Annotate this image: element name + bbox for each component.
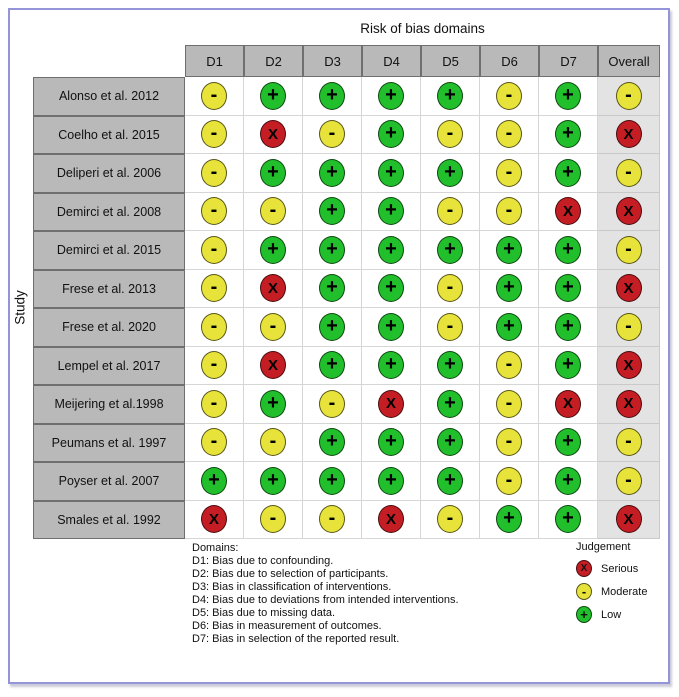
judgement-cell bbox=[185, 77, 244, 116]
judgement-cell bbox=[362, 193, 421, 232]
judgement-cell bbox=[421, 308, 480, 347]
column-header-d2: D2 bbox=[244, 45, 303, 77]
judgement-circle-serious: X bbox=[555, 390, 581, 418]
judgement-circle-serious: X bbox=[378, 505, 404, 533]
judgement-circle-low: + bbox=[555, 351, 581, 379]
judgement-circle-moderate: - bbox=[437, 197, 463, 225]
judgement-circle-low: + bbox=[378, 313, 404, 341]
judgement-circle-moderate: - bbox=[616, 467, 642, 495]
judgement-cell bbox=[480, 116, 539, 155]
judgement-circle-moderate: - bbox=[201, 390, 227, 418]
domain-definition: D7: Bias in selection of the reported result. bbox=[192, 633, 400, 645]
domain-definition: D5: Bias due to missing data. bbox=[192, 607, 336, 619]
judgement-cell bbox=[303, 193, 362, 232]
judgement-cell bbox=[480, 308, 539, 347]
judgement-cell bbox=[421, 193, 480, 232]
judgement-circle-low: + bbox=[555, 236, 581, 264]
judgement-cell bbox=[362, 501, 421, 540]
judgement-circle-low: + bbox=[437, 467, 463, 495]
domain-definition: D3: Bias in classification of interventions. bbox=[192, 581, 392, 593]
judgement-circle-moderate: - bbox=[616, 313, 642, 341]
judgement-circle-low: + bbox=[437, 390, 463, 418]
judgement-cell bbox=[598, 501, 660, 540]
judgement-cell bbox=[362, 308, 421, 347]
judgement-circle-low: + bbox=[260, 236, 286, 264]
domains-footnote-heading: Domains: bbox=[192, 542, 239, 554]
column-header-d7: D7 bbox=[539, 45, 598, 77]
judgement-circle-moderate: - bbox=[260, 505, 286, 533]
judgement-circle-low: + bbox=[319, 82, 345, 110]
judgement-circle-low: + bbox=[576, 606, 592, 623]
judgement-circle-moderate: - bbox=[201, 236, 227, 264]
judgement-cell bbox=[362, 462, 421, 501]
judgement-cell bbox=[185, 424, 244, 463]
judgement-cell bbox=[421, 77, 480, 116]
traffic-light-table bbox=[33, 45, 660, 539]
judgement-cell bbox=[539, 154, 598, 193]
column-header-d6: D6 bbox=[480, 45, 539, 77]
judgement-cell bbox=[185, 154, 244, 193]
judgement-circle-moderate: - bbox=[496, 159, 522, 187]
judgement-cell bbox=[185, 347, 244, 386]
judgement-circle-moderate: - bbox=[496, 351, 522, 379]
judgement-circle-moderate: - bbox=[437, 505, 463, 533]
judgement-circle-moderate: - bbox=[260, 313, 286, 341]
judgement-cell bbox=[598, 308, 660, 347]
judgement-circle-serious: X bbox=[616, 120, 642, 148]
judgement-circle-moderate: - bbox=[319, 120, 345, 148]
judgement-circle-low: + bbox=[319, 236, 345, 264]
judgement-circle-moderate: - bbox=[437, 313, 463, 341]
judgement-circle-low: + bbox=[378, 236, 404, 264]
judgement-circle-serious: X bbox=[616, 390, 642, 418]
judgement-cell bbox=[598, 462, 660, 501]
judgement-circle-moderate: - bbox=[201, 120, 227, 148]
study-label: Smales et al. 1992 bbox=[33, 501, 185, 540]
legend-label-low: Low bbox=[601, 608, 622, 621]
judgement-cell bbox=[303, 462, 362, 501]
judgement-cell bbox=[244, 270, 303, 309]
judgement-cell bbox=[185, 116, 244, 155]
judgement-circle-moderate: - bbox=[201, 159, 227, 187]
judgement-circle-moderate: - bbox=[616, 82, 642, 110]
judgement-cell bbox=[303, 154, 362, 193]
judgement-circle-moderate: - bbox=[201, 274, 227, 302]
domain-definition: D2: Bias due to selection of participants. bbox=[192, 568, 389, 580]
judgement-cell bbox=[598, 154, 660, 193]
judgement-cell bbox=[539, 270, 598, 309]
domains-footnote-lines bbox=[192, 555, 459, 646]
judgement-circle-low: + bbox=[260, 467, 286, 495]
judgement-cell bbox=[303, 347, 362, 386]
judgement-cell bbox=[421, 501, 480, 540]
judgement-cell bbox=[598, 424, 660, 463]
judgement-circle-low: + bbox=[319, 467, 345, 495]
judgement-circle-moderate: - bbox=[496, 428, 522, 456]
judgement-circle-serious: X bbox=[616, 274, 642, 302]
judgement-circle-moderate: - bbox=[201, 197, 227, 225]
judgement-cell bbox=[480, 77, 539, 116]
judgement-legend-items bbox=[576, 560, 647, 623]
study-label: Coelho et al. 2015 bbox=[33, 116, 185, 155]
judgement-cell bbox=[185, 385, 244, 424]
judgement-cell bbox=[598, 385, 660, 424]
legend-item-low bbox=[576, 606, 647, 623]
study-label: Peumans et al. 1997 bbox=[33, 424, 185, 463]
judgement-circle-low: + bbox=[555, 467, 581, 495]
judgement-cell bbox=[303, 270, 362, 309]
judgement-circle-moderate: - bbox=[201, 313, 227, 341]
judgement-cell bbox=[539, 385, 598, 424]
judgement-circle-serious: X bbox=[616, 505, 642, 533]
domains-footnote bbox=[192, 542, 459, 646]
judgement-cell bbox=[244, 77, 303, 116]
judgement-cell bbox=[598, 193, 660, 232]
judgement-circle-low: + bbox=[319, 274, 345, 302]
judgement-cell bbox=[480, 270, 539, 309]
judgement-circle-low: + bbox=[201, 467, 227, 495]
judgement-cell bbox=[421, 116, 480, 155]
judgement-circle-moderate: - bbox=[201, 428, 227, 456]
column-header-d1: D1 bbox=[185, 45, 244, 77]
judgement-circle-low: + bbox=[437, 159, 463, 187]
judgement-cell bbox=[244, 462, 303, 501]
judgement-circle-serious: X bbox=[616, 351, 642, 379]
judgement-cell bbox=[598, 77, 660, 116]
y-axis-label: Study bbox=[12, 290, 28, 325]
column-header-overall: Overall bbox=[598, 45, 660, 77]
judgement-circle-low: + bbox=[555, 274, 581, 302]
judgement-cell bbox=[539, 424, 598, 463]
judgement-legend bbox=[576, 541, 647, 629]
domain-definition: D4: Bias due to deviations from intended interventions. bbox=[192, 594, 459, 606]
legend-label-moderate: Moderate bbox=[601, 585, 648, 598]
judgement-circle-moderate: - bbox=[319, 505, 345, 533]
judgement-circle-low: + bbox=[378, 82, 404, 110]
judgement-circle-serious: X bbox=[201, 505, 227, 533]
judgement-circle-moderate: - bbox=[201, 82, 227, 110]
judgement-cell bbox=[185, 308, 244, 347]
judgement-cell bbox=[185, 270, 244, 309]
judgement-circle-low: + bbox=[319, 351, 345, 379]
judgement-circle-low: + bbox=[496, 236, 522, 264]
judgement-circle-low: + bbox=[555, 120, 581, 148]
judgement-circle-low: + bbox=[319, 428, 345, 456]
judgement-cell bbox=[480, 462, 539, 501]
judgement-circle-low: + bbox=[378, 274, 404, 302]
legend-item-serious bbox=[576, 560, 647, 577]
judgement-circle-low: + bbox=[437, 351, 463, 379]
judgement-circle-low: + bbox=[437, 82, 463, 110]
judgement-cell bbox=[244, 231, 303, 270]
judgement-cell bbox=[244, 154, 303, 193]
judgement-circle-low: + bbox=[378, 351, 404, 379]
judgement-cell bbox=[244, 308, 303, 347]
judgement-cell bbox=[244, 501, 303, 540]
judgement-cell bbox=[539, 308, 598, 347]
judgement-circle-low: + bbox=[555, 428, 581, 456]
judgement-circle-low: + bbox=[496, 274, 522, 302]
judgement-cell bbox=[539, 231, 598, 270]
judgement-cell bbox=[598, 347, 660, 386]
judgement-cell bbox=[244, 385, 303, 424]
judgement-cell bbox=[539, 347, 598, 386]
judgement-cell bbox=[480, 193, 539, 232]
domain-definition: D6: Bias in measurement of outcomes. bbox=[192, 620, 382, 632]
study-label: Frese et al. 2013 bbox=[33, 270, 185, 309]
judgement-circle-moderate: - bbox=[616, 428, 642, 456]
judgement-circle-serious: X bbox=[260, 274, 286, 302]
study-label: Lempel et al. 2017 bbox=[33, 347, 185, 386]
judgement-cell bbox=[480, 501, 539, 540]
judgement-circle-low: + bbox=[378, 197, 404, 225]
judgement-legend-heading: Judgement bbox=[576, 541, 631, 553]
judgement-cell bbox=[185, 462, 244, 501]
judgement-cell bbox=[539, 193, 598, 232]
judgement-circle-moderate: - bbox=[437, 120, 463, 148]
judgement-cell bbox=[539, 116, 598, 155]
judgement-cell bbox=[362, 231, 421, 270]
judgement-cell bbox=[303, 231, 362, 270]
judgement-circle-low: + bbox=[260, 82, 286, 110]
judgement-cell bbox=[421, 424, 480, 463]
judgement-cell bbox=[362, 347, 421, 386]
judgement-cell bbox=[244, 193, 303, 232]
judgement-circle-moderate: - bbox=[201, 351, 227, 379]
judgement-cell bbox=[362, 424, 421, 463]
judgement-circle-serious: X bbox=[260, 351, 286, 379]
judgement-circle-moderate: - bbox=[496, 197, 522, 225]
study-label: Poyser et al. 2007 bbox=[33, 462, 185, 501]
judgement-circle-moderate: - bbox=[616, 236, 642, 264]
judgement-circle-low: + bbox=[496, 505, 522, 533]
judgement-circle-serious: X bbox=[616, 197, 642, 225]
judgement-cell bbox=[421, 385, 480, 424]
judgement-cell bbox=[185, 193, 244, 232]
judgement-cell bbox=[303, 116, 362, 155]
legend-item-moderate bbox=[576, 583, 647, 600]
column-header-d4: D4 bbox=[362, 45, 421, 77]
judgement-cell bbox=[480, 424, 539, 463]
judgement-circle-low: + bbox=[555, 82, 581, 110]
study-label: Demirci et al. 2008 bbox=[33, 193, 185, 232]
judgement-cell bbox=[598, 231, 660, 270]
judgement-circle-moderate: - bbox=[496, 390, 522, 418]
judgement-circle-low: + bbox=[319, 159, 345, 187]
judgement-circle-low: + bbox=[378, 159, 404, 187]
judgement-cell bbox=[244, 424, 303, 463]
judgement-circle-serious: X bbox=[260, 120, 286, 148]
judgement-cell bbox=[421, 347, 480, 386]
judgement-circle-moderate: - bbox=[616, 159, 642, 187]
judgement-cell bbox=[244, 347, 303, 386]
study-label: Meijering et al.1998 bbox=[33, 385, 185, 424]
judgement-circle-moderate: - bbox=[260, 197, 286, 225]
judgement-cell bbox=[303, 501, 362, 540]
table-corner-spacer bbox=[33, 45, 185, 77]
study-label: Deliperi et al. 2006 bbox=[33, 154, 185, 193]
judgement-cell bbox=[303, 77, 362, 116]
chart-title: Risk of bias domains bbox=[360, 21, 485, 36]
judgement-cell bbox=[362, 116, 421, 155]
judgement-cell bbox=[598, 116, 660, 155]
judgement-cell bbox=[303, 308, 362, 347]
judgement-cell bbox=[303, 385, 362, 424]
column-header-d5: D5 bbox=[421, 45, 480, 77]
study-label: Demirci et al. 2015 bbox=[33, 231, 185, 270]
column-header-d3: D3 bbox=[303, 45, 362, 77]
judgement-cell bbox=[362, 385, 421, 424]
judgement-cell bbox=[598, 270, 660, 309]
judgement-circle-moderate: - bbox=[437, 274, 463, 302]
judgement-circle-moderate: - bbox=[319, 390, 345, 418]
judgement-cell bbox=[185, 501, 244, 540]
judgement-cell bbox=[480, 231, 539, 270]
judgement-cell bbox=[362, 154, 421, 193]
judgement-cell bbox=[421, 270, 480, 309]
judgement-circle-serious: X bbox=[555, 197, 581, 225]
judgement-circle-low: + bbox=[260, 390, 286, 418]
judgement-circle-low: + bbox=[496, 313, 522, 341]
judgement-cell bbox=[303, 424, 362, 463]
judgement-circle-low: + bbox=[319, 313, 345, 341]
judgement-cell bbox=[480, 385, 539, 424]
judgement-circle-low: + bbox=[555, 505, 581, 533]
judgement-circle-serious: X bbox=[378, 390, 404, 418]
study-label: Frese et al. 2020 bbox=[33, 308, 185, 347]
judgement-circle-low: + bbox=[555, 313, 581, 341]
judgement-circle-low: + bbox=[378, 428, 404, 456]
judgement-circle-moderate: - bbox=[496, 82, 522, 110]
judgement-cell bbox=[480, 154, 539, 193]
judgement-circle-moderate: - bbox=[576, 583, 592, 600]
judgement-cell bbox=[421, 231, 480, 270]
domain-definition: D1: Bias due to confounding. bbox=[192, 555, 334, 567]
judgement-cell bbox=[421, 154, 480, 193]
study-label: Alonso et al. 2012 bbox=[33, 77, 185, 116]
judgement-cell bbox=[185, 231, 244, 270]
judgement-cell bbox=[539, 501, 598, 540]
judgement-cell bbox=[244, 116, 303, 155]
judgement-cell bbox=[480, 347, 539, 386]
judgement-circle-low: + bbox=[260, 159, 286, 187]
judgement-cell bbox=[539, 77, 598, 116]
judgement-circle-low: + bbox=[555, 159, 581, 187]
legend-label-serious: Serious bbox=[601, 562, 639, 575]
judgement-circle-serious: X bbox=[576, 560, 592, 577]
judgement-circle-low: + bbox=[378, 120, 404, 148]
judgement-circle-low: + bbox=[437, 428, 463, 456]
judgement-circle-moderate: - bbox=[496, 120, 522, 148]
judgement-cell bbox=[421, 462, 480, 501]
judgement-cell bbox=[539, 462, 598, 501]
judgement-circle-low: + bbox=[437, 236, 463, 264]
judgement-circle-low: + bbox=[319, 197, 345, 225]
judgement-circle-moderate: - bbox=[260, 428, 286, 456]
judgement-circle-low: + bbox=[378, 467, 404, 495]
judgement-cell bbox=[362, 77, 421, 116]
judgement-circle-moderate: - bbox=[496, 467, 522, 495]
judgement-cell bbox=[362, 270, 421, 309]
